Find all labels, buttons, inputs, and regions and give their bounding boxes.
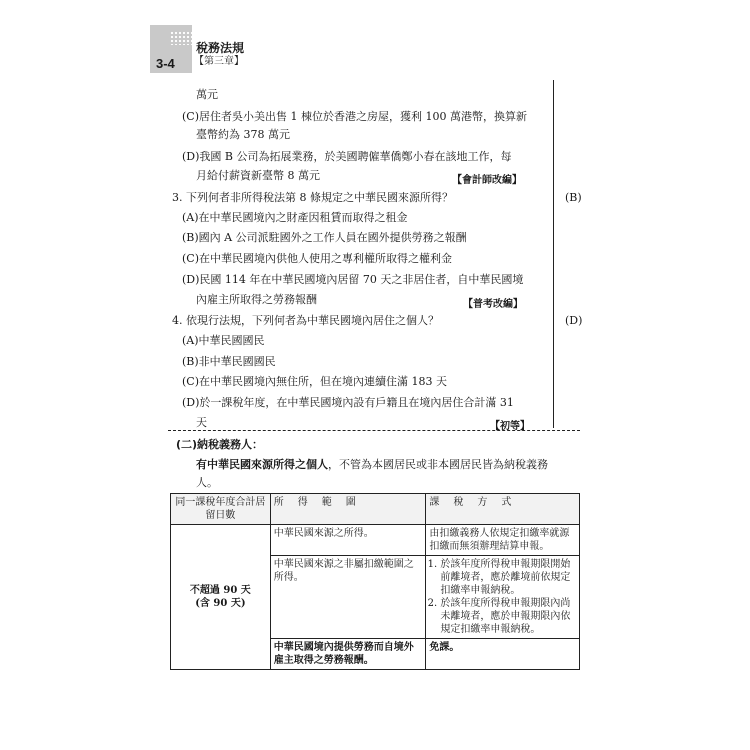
source-tag: 【會計師改編】 (452, 175, 522, 186)
paragraph-line2: 人。 (196, 476, 218, 489)
source-tag: 【初等】 (490, 421, 530, 432)
method-item: 2. 於該年度所得稅申報期限內尚未離境者，應於申報期限內依規定扣繳率申報納稅。 (440, 597, 576, 636)
option: 天 (196, 416, 207, 429)
chapter-subtitle: 【第三章】 (194, 56, 244, 67)
taxpayer-table (170, 493, 580, 670)
days-label-sub: (含 90 天) (195, 598, 246, 609)
dot-pattern (170, 31, 192, 45)
answer-4: (D) (565, 314, 583, 327)
option: (B)國內 A 公司派駐國外之工作人員在國外提供勞務之報酬 (182, 231, 467, 244)
header-method: 課稅方式 (426, 494, 580, 525)
section-divider (168, 430, 580, 431)
page-number: 3-4 (156, 56, 175, 71)
q2-line: 月給付薪資新臺幣 8 萬元 (196, 169, 320, 182)
question-3: 3. 下列何者非所得稅法第 8 條規定之中華民國來源所得？ (172, 191, 453, 204)
option: (A)中華民國國民 (182, 334, 265, 347)
option: (A)在中華民國境內之財產因租賃而取得之租金 (182, 211, 408, 224)
paragraph (196, 458, 548, 472)
method-cell: 免課。 (426, 639, 580, 670)
answer-3: (B) (565, 191, 582, 204)
days-label: 不超過 90 天 (189, 585, 251, 596)
question-4: 4. 依現行法規，下列何者為中華民國境內居住之個人？ (172, 314, 439, 327)
option: (D)民國 114 年在中華民國境內居留 70 天之非居住者，自中華民國境 (182, 273, 524, 286)
q2-line: (C)居住者吳小美出售 1 棟位於香港之房屋，獲利 100 萬港幣，換算新 (182, 110, 527, 123)
header-days: 同一課稅年度合計居留日數 (171, 494, 271, 525)
option: (B)非中華民國國民 (182, 355, 276, 368)
q2-line: (D)我國 B 公司為拓展業務，於美國聘僱華僑鄭小春在該地工作，每 (182, 150, 512, 163)
option: (C)在中華民國境內供他人使用之專利權所取得之權利金 (182, 252, 452, 265)
table-row (171, 525, 580, 556)
days-cell (171, 525, 271, 670)
option: 內雇主所取得之勞務報酬 (196, 293, 317, 306)
q2-line: 臺幣約為 378 萬元 (196, 128, 290, 141)
answer-column-divider (553, 80, 554, 428)
scope-cell: 中華民國境內提供勞務而自境外雇主取得之勞務報酬。 (270, 639, 426, 670)
paragraph-bold: 有中華民國來源所得之個人 (196, 458, 328, 471)
option: (D)於一課稅年度，在中華民國境內設有戶籍且在境內居住合計滿 31 (182, 396, 514, 409)
paragraph-rest: ，不管為本國居民或非本國居民皆為納稅義務 (328, 458, 548, 471)
section-title: (二)納稅義務人： (176, 438, 264, 451)
method-cell (426, 556, 580, 639)
method-item: 1. 於該年度所得稅申報期限開始前離境者，應於離境前依規定扣繳率申報納稅。 (440, 558, 576, 597)
q2-line: 萬元 (196, 88, 218, 101)
scope-cell: 中華民國來源之所得。 (270, 525, 426, 556)
scope-cell: 中華民國來源之非屬扣繳範圍之所得。 (270, 556, 426, 639)
method-cell: 由扣繳義務人依規定扣繳率就源扣繳而無須辦理結算申報。 (426, 525, 580, 556)
option: (C)在中華民國境內無住所，但在境內連續住滿 183 天 (182, 375, 447, 388)
header-scope: 所得範圍 (270, 494, 426, 525)
chapter-title: 稅務法規 (196, 41, 245, 55)
source-tag: 【普考改編】 (463, 299, 523, 310)
table-header-row (171, 494, 580, 525)
